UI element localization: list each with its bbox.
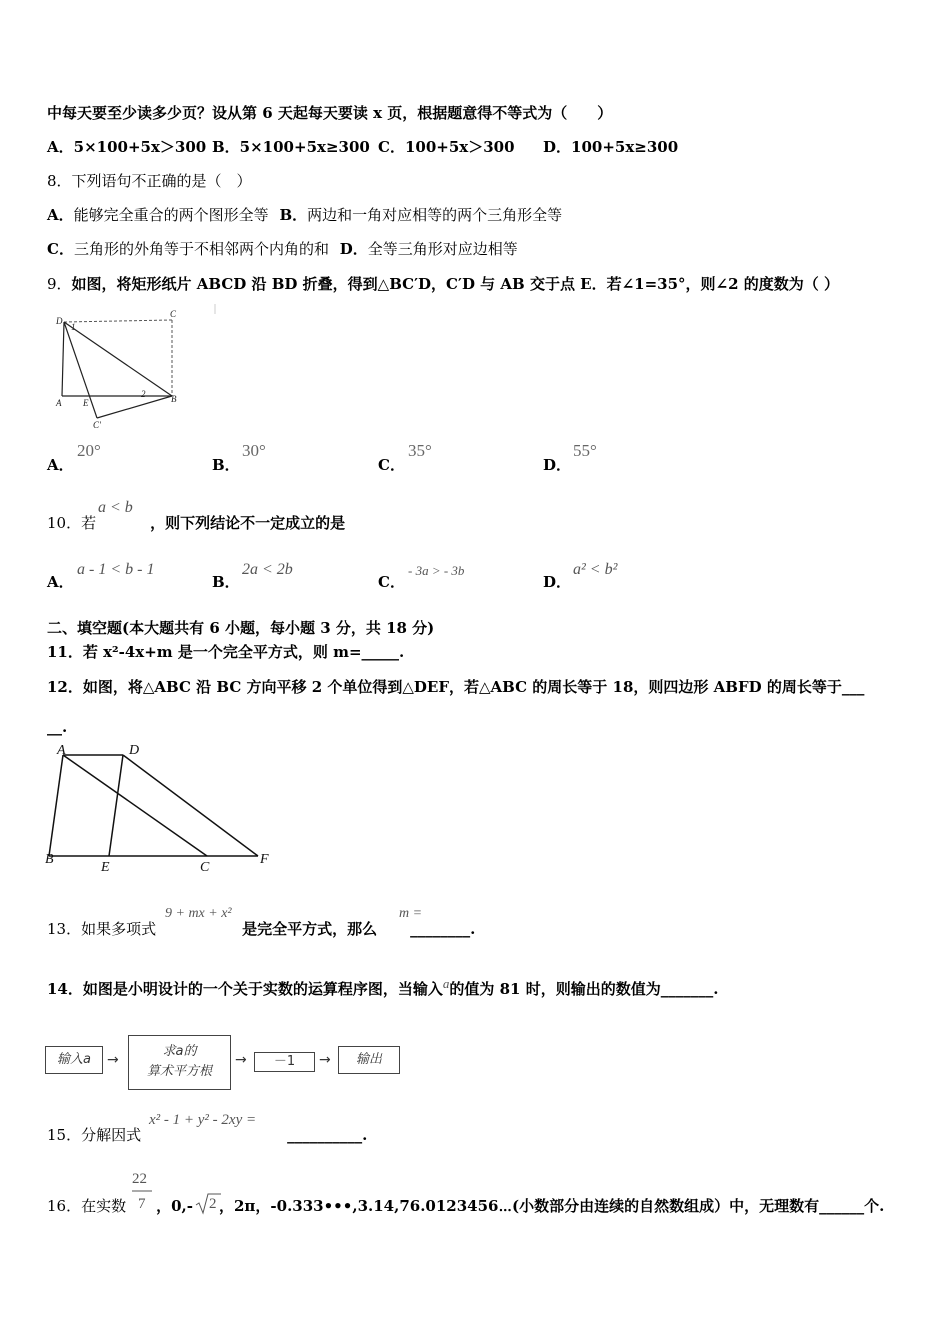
q9-number: 9． bbox=[47, 275, 72, 293]
q14-text-before: 14．如图是小明设计的一个关于实数的运算程序图，当输入 bbox=[47, 980, 443, 998]
q13-line bbox=[47, 920, 475, 938]
q13-blank: ________. bbox=[410, 920, 476, 938]
q12-label-a: A bbox=[57, 743, 66, 758]
flow-input-box: 输入a bbox=[45, 1046, 103, 1074]
q15-number: 15．分解因式 bbox=[47, 1126, 142, 1144]
q8-option-c: 三角形的外角等于不相邻两个内角的和 bbox=[73, 240, 329, 258]
q10-option-d-value: a² < b² bbox=[573, 561, 618, 578]
q8-option-b-letter: B． bbox=[279, 206, 308, 224]
q7-option-c: C．100+5x＞300 bbox=[378, 138, 515, 156]
q9-option-d-value: 55° bbox=[573, 441, 597, 460]
flow-sqrt-box bbox=[128, 1035, 231, 1090]
q8-option-a-letter: A． bbox=[47, 206, 74, 224]
q12-label-e: E bbox=[101, 860, 110, 875]
q9-label-b: B bbox=[171, 394, 177, 404]
q7-stem-line: 中每天要至少读多少页？设从第 6 天起每天要读 x 页，根据题意得不等式为（ ） bbox=[47, 104, 613, 122]
q8-option-d: 全等三角形对应边相等 bbox=[367, 240, 518, 258]
q12-label-b: B bbox=[45, 852, 54, 867]
q12-label-c: C bbox=[200, 860, 210, 875]
q10-option-c-value: - 3a > - 3b bbox=[408, 563, 465, 578]
q10-condition: a < b bbox=[98, 499, 133, 516]
q9-option-b-value: 30° bbox=[242, 441, 266, 460]
q9-label-d: D bbox=[56, 316, 63, 326]
q13-number: 13．如果多项式 bbox=[47, 920, 157, 938]
q12-label-f: F bbox=[260, 852, 269, 867]
q15-expression: x² - 1 + y² - 2xy = bbox=[149, 1112, 257, 1128]
q8-stem: 8．下列语句不正确的是（ ） bbox=[47, 172, 252, 190]
q9-figure bbox=[52, 304, 222, 430]
q10-option-c-letter: C． bbox=[378, 573, 405, 591]
q12-label-d: D bbox=[129, 743, 140, 758]
q8-row-cd bbox=[47, 240, 518, 258]
q14-text-after: 的值为 81 时，则输出的数值为_______. bbox=[449, 980, 719, 998]
q12-text-cont: __. bbox=[47, 718, 68, 736]
q16-number: 16．在实数 bbox=[47, 1197, 127, 1215]
q16-frac-bar bbox=[132, 1190, 154, 1192]
q9-label-angle1: 1 bbox=[71, 322, 76, 332]
q10-number: 10．若 bbox=[47, 514, 97, 532]
q16-sqrt-radicand: 2 bbox=[209, 1196, 217, 1212]
q12-figure bbox=[40, 742, 280, 877]
q13-mid: 是完全平方式，那么 bbox=[242, 920, 378, 938]
q9-label-a: A bbox=[56, 398, 62, 408]
q16-mid: ，0,- bbox=[156, 1197, 193, 1215]
q11-text: 11．若 x²-4x+m 是一个完全平方式，则 m=_____. bbox=[47, 643, 405, 661]
q9-stem-line bbox=[47, 275, 839, 293]
flow-minus-one-box: －1 bbox=[254, 1052, 315, 1072]
q9-option-b-letter: B． bbox=[212, 456, 240, 474]
q10-option-b-value: 2a < 2b bbox=[242, 561, 293, 578]
q14-var: a bbox=[442, 976, 450, 991]
q8-option-a: 能够完全重合的两个图形全等 bbox=[73, 206, 269, 224]
flow-arrow-3: → bbox=[319, 1052, 331, 1068]
q9-option-a-letter: A． bbox=[47, 456, 74, 474]
q7-option-b: B．5×100+5x≥300 bbox=[212, 138, 370, 156]
q14-line bbox=[47, 976, 719, 999]
flow-arrow-1: → bbox=[107, 1052, 119, 1068]
flow-arrow-2: → bbox=[235, 1052, 247, 1068]
q15-blank: __________. bbox=[287, 1126, 368, 1144]
q9-stem: 如图，将矩形纸片 ABCD 沿 BD 折叠，得到△BC′D，C′D 与 AB 交于点 E．若∠1=35°，则∠2 的度数为（ ） bbox=[71, 275, 839, 293]
q16-rest: ，2π，-0.333•••,3.14,76.0123456⋯(小数部分由连续的自然数组成）中，无理数有______个. bbox=[218, 1197, 885, 1215]
q9-label-c-prime: C' bbox=[93, 420, 101, 430]
q8-option-d-letter: D． bbox=[339, 240, 368, 258]
q7-option-a: A．5×100+5x＞300 bbox=[47, 138, 207, 156]
q13-variable: m = bbox=[399, 906, 423, 921]
q8-option-b: 两边和一角对应相等的两个三角形全等 bbox=[307, 206, 563, 224]
flow-sqrt-line1: 求a的 bbox=[162, 1044, 197, 1059]
q16-line bbox=[47, 1197, 884, 1215]
q16-frac-denominator: 7 bbox=[138, 1196, 146, 1212]
q10-stem-rest: ，则下列结论不一定成立的是 bbox=[150, 514, 346, 532]
q12-text: 12．如图，将△ABC 沿 BC 方向平移 2 个单位得到△DEF，若△ABC 的周长等于 18，则四边形 ABFD 的周长等于___ bbox=[47, 678, 865, 696]
q16-frac-numerator: 22 bbox=[132, 1171, 147, 1187]
q10-option-b-letter: B． bbox=[212, 573, 240, 591]
q13-polynomial: 9 + mx + x² bbox=[165, 906, 232, 921]
q9-option-c-value: 35° bbox=[408, 441, 432, 460]
q10-option-a-value: a - 1 < b - 1 bbox=[77, 561, 155, 578]
flow-output-box: 输出 bbox=[338, 1046, 400, 1074]
q9-label-e: E bbox=[83, 398, 89, 408]
q9-option-a-value: 20° bbox=[77, 441, 101, 460]
q10-stem bbox=[47, 514, 345, 532]
q8-row-ab bbox=[47, 206, 562, 224]
q9-option-c-letter: C． bbox=[378, 456, 405, 474]
q10-option-d-letter: D． bbox=[543, 573, 572, 591]
q7-option-d: D．100+5x≥300 bbox=[543, 138, 679, 156]
q10-option-a-letter: A． bbox=[47, 573, 74, 591]
q9-label-c: C bbox=[170, 309, 177, 319]
q8-option-c-letter: C． bbox=[47, 240, 74, 258]
q9-label-angle2: 2 bbox=[141, 389, 146, 399]
flow-sqrt-line2: 算术平方根 bbox=[146, 1064, 212, 1079]
q9-option-d-letter: D． bbox=[543, 456, 572, 474]
section-2-title: 二、填空题(本大题共有 6 小题，每小题 3 分，共 18 分) bbox=[47, 619, 435, 637]
